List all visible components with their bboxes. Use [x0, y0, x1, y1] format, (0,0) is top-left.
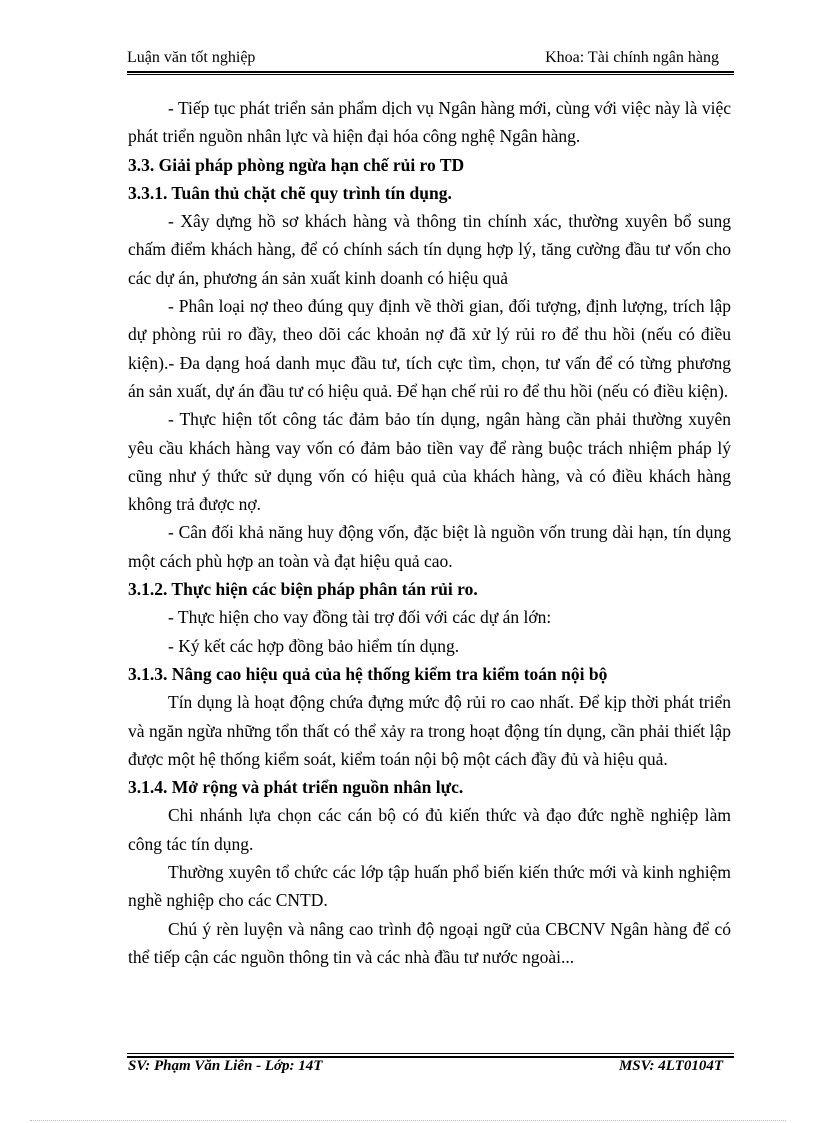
page-edge [30, 1120, 786, 1121]
section-heading: 3.3. Giải pháp phòng ngừa hạn chế rủi ro TD [128, 154, 465, 175]
paragraph: Chi nhánh lựa chọn các cán bộ có đủ kiến thức và đạo đức nghề nghiệp làm công tác tín dụng. [128, 805, 731, 854]
subsection-heading: 3.1.4. Mở rộng và phát triển nguồn nhân lực. [128, 777, 464, 798]
subsection-heading: 3.3.1. Tuân thủ chặt chẽ quy trình tín dụng. [128, 182, 452, 203]
paragraph: Thường xuyên tổ chức các lớp tập huấn phổ biến kiến thức mới và kinh nghiệm nghề nghiệp cho các CNTD. [128, 862, 731, 911]
list-item: - Ký kết các hợp đồng bảo hiểm tín dụng. [168, 635, 460, 656]
document-body [128, 94, 731, 971]
paragraph: - Xây dựng hồ sơ khách hàng và thông tin chính xác, thường xuyên bổ sung chấm điểm khách hàng, để có chính sách tín dụng hợp lý, tăng cường đầu tư vốn cho các dự án, phương án sản xuất kinh doanh có hiệu quả [128, 211, 731, 288]
header-thesis-title: Luận văn tốt nghiệp [127, 49, 256, 66]
subsection-heading: 3.1.2. Thực hiện các biện pháp phân tán rủi ro. [128, 579, 478, 600]
paragraph: Chú ý rèn luyện và nâng cao trình độ ngoại ngữ của CBCNV Ngân hàng để có thể tiếp cận các nguồn thông tin và các nhà đầu tư nước ngoài... [128, 918, 731, 967]
paragraph: - Cân đối khả năng huy động vốn, đặc biệt là nguồn vốn trung dài hạn, tín dụng một cách phù hợp an toàn và đạt hiệu quả cao. [128, 522, 731, 571]
subsection-heading: 3.1.3. Nâng cao hiệu quả của hệ thống kiểm tra kiểm toán nội bộ [128, 663, 608, 684]
paragraph: - Tiếp tục phát triển sản phẩm dịch vụ Ngân hàng mới, cùng với việc này là việc phát triển nguồn nhân lực và hiện đại hóa công nghệ Ngân hàng. [128, 98, 731, 147]
header-divider [127, 71, 734, 73]
page-header [127, 46, 733, 70]
header-divider-thin [127, 74, 734, 75]
paragraph: - Thực hiện tốt công tác đảm bảo tín dụng, ngân hàng cần phải thường xuyên yêu cầu khách hàng vay vốn có đảm bảo tiền vay để ràng buộc trách nhiệm pháp lý cũng như ý thức sử dụng vốn có hiệu quả của khách hàng, và có điều khách hàng không trả được nợ. [128, 409, 731, 515]
footer-student-id: MSV: 4LT0104T [618, 1058, 723, 1074]
list-item: - Thực hiện cho vay đồng tài trợ đối với các dự án lớn: [168, 607, 552, 628]
footer-student-info: SV: Phạm Văn Liên - Lớp: 14T [128, 1058, 323, 1074]
footer-divider-thin [127, 1053, 734, 1054]
paragraph: Tín dụng là hoạt động chứa đựng mức độ rủi ro cao nhất. Để kịp thời phát triển và ngăn ngừa những tổn thất có thể xảy ra trong hoạt động tín dụng, cần phải thiết lập được một hệ thống kiểm soát, kiểm toán nội bộ một cách đầy đủ và hiệu quả. [128, 692, 731, 769]
paragraph: - Phân loại nợ theo đúng quy định về thời gian, đối tượng, định lượng, trích lập dự phòng rủi ro đầy, theo dõi các khoản nợ đã xử lý rủi ro để thu hồi (nếu có điều kiện).- Đa dạng hoá danh mục đầu tư, tích cực tìm, chọn, tư vấn để có từng phương án sản xuất, dự án đầu tư có hiệu quả. Để hạn chế rủi ro để thu hồi (nếu có điều kiện). [128, 296, 731, 401]
page-footer [128, 1058, 723, 1078]
header-faculty: Khoa: Tài chính ngân hàng [545, 49, 719, 66]
